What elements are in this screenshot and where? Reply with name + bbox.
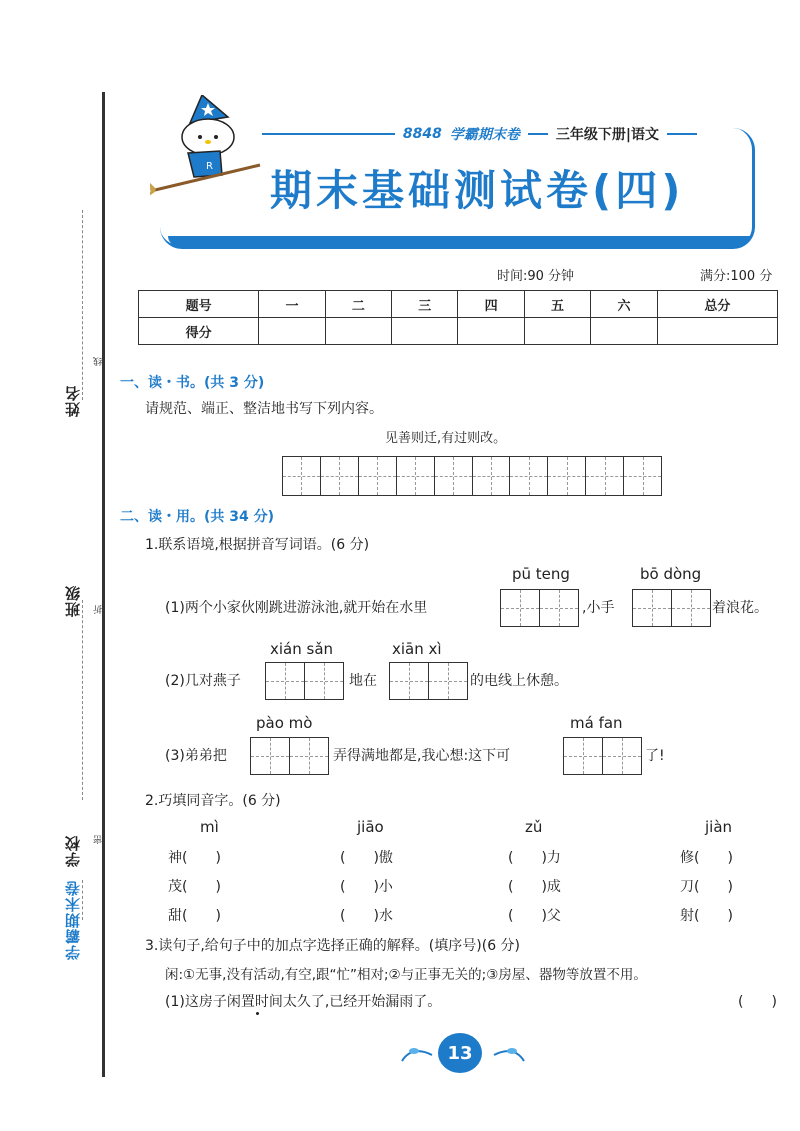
q2-item[interactable]: 甜( ) — [168, 908, 221, 924]
q2-pinyin: mì — [200, 818, 219, 836]
q3-answer-blank[interactable]: ( ) — [738, 994, 777, 1010]
banner-rule-left — [262, 133, 395, 135]
q2-item[interactable]: ( )小 — [340, 879, 393, 895]
answer-box[interactable] — [250, 737, 329, 775]
section1-heading: 一、读・书。(共 3 分) — [120, 375, 265, 391]
q2-item[interactable]: 神( ) — [168, 850, 221, 866]
q2-item[interactable]: ( )成 — [508, 879, 561, 895]
q2-item[interactable]: 刀( ) — [680, 879, 733, 895]
score-cell[interactable] — [325, 318, 391, 345]
score-header-cell: 一 — [259, 291, 325, 318]
writing-cell[interactable] — [624, 457, 661, 495]
q2-item[interactable]: ( )父 — [508, 908, 561, 924]
q3-definition: 闲:①无事,没有活动,有空,跟“忙”相对;②与正事无关的;③房屋、器物等放置不用。 — [165, 967, 647, 983]
q3-title: 3.读句子,给句子中的加点字选择正确的解释。(填序号)(6 分) — [145, 938, 521, 954]
q1-s1-text-a: (1)两个小家伙刚跳进游泳池,就开始在水里 — [165, 600, 428, 616]
exam-time: 时间:90 分钟 — [497, 269, 575, 284]
series-number: 8848 — [402, 126, 442, 142]
binding-line — [102, 92, 105, 1077]
class-label: 班级 — [64, 585, 82, 617]
writing-cell[interactable] — [510, 457, 548, 495]
q2-pinyin: jiāo — [357, 818, 384, 836]
answer-box[interactable] — [632, 589, 711, 627]
writing-cell[interactable] — [548, 457, 586, 495]
score-header-cell: 五 — [524, 291, 590, 318]
answer-box[interactable] — [389, 662, 468, 700]
grade-subject: 三年级下册|语文 — [555, 127, 659, 143]
section1-instruction: 请规范、端正、整洁地书写下列内容。 — [145, 401, 383, 417]
score-header-cell: 题号 — [139, 291, 259, 318]
writing-cell[interactable] — [283, 457, 321, 495]
answer-box[interactable] — [500, 589, 579, 627]
q1-s2-text-b: 地在 — [349, 673, 377, 689]
q2-pinyin: zǔ — [525, 818, 543, 836]
score-cell[interactable] — [259, 318, 325, 345]
svg-text:R: R — [206, 161, 213, 172]
q2-item[interactable]: 射( ) — [680, 908, 733, 924]
writing-cell[interactable] — [473, 457, 511, 495]
section2-heading: 二、读・用。(共 34 分) — [120, 509, 275, 525]
q1-s1-text-c: 着浪花。 — [712, 600, 768, 616]
score-header-cell: 二 — [325, 291, 391, 318]
score-header-cell: 六 — [591, 291, 657, 318]
answer-box[interactable] — [265, 662, 344, 700]
q1-s3-text-c: 了! — [645, 748, 665, 764]
banner-rule-mid — [528, 133, 548, 135]
q2-item[interactable]: 修( ) — [680, 850, 733, 866]
copy-sentence: 见善则迁,有过则改。 — [385, 431, 507, 446]
score-cell[interactable] — [591, 318, 657, 345]
q1-s3-text-b: 弄得满地都是,我心想:这下可 — [333, 748, 511, 764]
score-table-header-row — [139, 291, 778, 318]
name-label: 姓名 — [64, 385, 82, 417]
brand-vertical-label: 学霸期末卷 — [64, 880, 82, 960]
writing-grid[interactable] — [282, 456, 662, 496]
q1-s3-pinyin2: má fan — [570, 714, 623, 732]
title-frame-shadow — [168, 236, 750, 246]
q2-item[interactable]: ( )傲 — [340, 850, 393, 866]
writing-cell[interactable] — [435, 457, 473, 495]
series-banner — [262, 124, 697, 144]
q2-title: 2.巧填同音字。(6 分) — [145, 793, 281, 809]
score-header-cell: 总分 — [657, 291, 777, 318]
sprout-right-icon — [488, 1041, 528, 1067]
score-cell[interactable] — [524, 318, 590, 345]
score-cell[interactable] — [458, 318, 524, 345]
score-cell[interactable] — [392, 318, 458, 345]
q1-s2-text-a: (2)几对燕子 — [165, 673, 241, 689]
q2-item[interactable]: ( )水 — [340, 908, 393, 924]
q2-pinyin: jiàn — [705, 818, 733, 836]
answer-box[interactable] — [563, 737, 642, 775]
writing-cell[interactable] — [321, 457, 359, 495]
page-number: 13 — [438, 1033, 482, 1073]
writing-cell[interactable] — [359, 457, 397, 495]
seal-mark: 密 — [94, 835, 104, 844]
q1-s2-pinyin2: xiān xì — [392, 640, 442, 658]
page-footer — [398, 1033, 528, 1073]
school-label: 学校 — [64, 835, 82, 867]
q1-s2-pinyin1: xián sǎn — [270, 640, 334, 658]
q1-s1-pinyin2: bō dòng — [640, 565, 702, 583]
page-title: 期末基础测试卷(四) — [270, 166, 685, 215]
writing-cell[interactable] — [586, 457, 624, 495]
q1-s2-text-c: 的电线上休憩。 — [470, 673, 568, 689]
q2-item[interactable]: ( )力 — [508, 850, 561, 866]
q1-s3-pinyin1: pào mò — [256, 714, 313, 732]
writing-cell[interactable] — [397, 457, 435, 495]
q3-sentence1: (1)这房子闲置时间太久了,已经开始漏雨了。 — [165, 994, 442, 1010]
banner-rule-right — [667, 133, 697, 135]
fold-mark: 折 — [94, 605, 104, 614]
score-table-score-row — [139, 318, 778, 345]
full-score: 满分:100 分 — [700, 269, 773, 284]
q1-s1-pinyin1: pū teng — [512, 565, 570, 583]
q1-s3-text-a: (3)弟弟把 — [165, 748, 227, 764]
q2-item[interactable]: 茂( ) — [168, 879, 221, 895]
emphasis-dot — [256, 1012, 259, 1015]
series-name: 学霸期末卷 — [449, 127, 520, 143]
score-header-cell: 四 — [458, 291, 524, 318]
q1-title: 1.联系语境,根据拼音写词语。(6 分) — [145, 537, 370, 553]
dashed-name-line — [82, 210, 83, 400]
sprout-left-icon — [398, 1041, 438, 1067]
dashed-class-line — [82, 600, 83, 800]
score-row-label: 得分 — [139, 318, 259, 345]
line-mark: 线 — [94, 357, 104, 366]
score-table — [138, 290, 778, 345]
kitty-witch-mascot-icon — [150, 95, 270, 210]
q1-s1-text-b: ,小手 — [582, 600, 615, 616]
score-header-cell: 三 — [392, 291, 458, 318]
score-cell[interactable] — [657, 318, 777, 345]
